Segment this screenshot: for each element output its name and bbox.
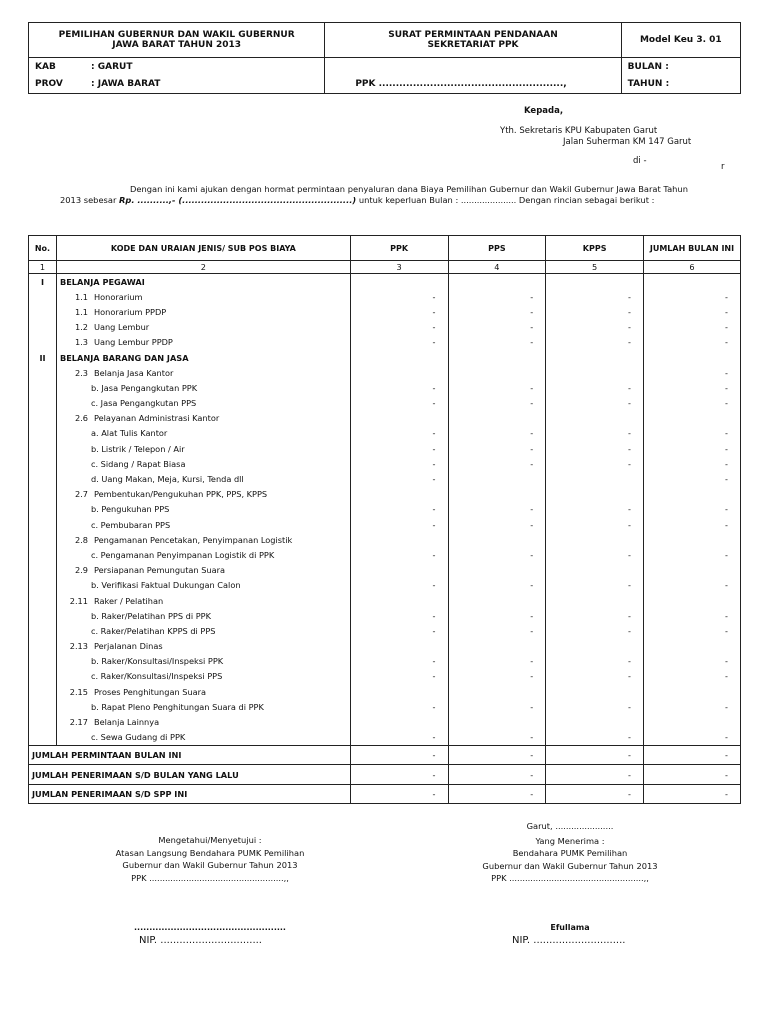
amount-text: Rp. ..........,- (......................................................) <box>119 195 357 205</box>
row-value: - <box>546 578 644 593</box>
row-value: - <box>643 654 740 669</box>
total-row <box>29 784 741 804</box>
row-value: - <box>643 623 740 638</box>
table-row <box>29 578 741 593</box>
row-description: b. Pengukuhan PPS <box>56 502 350 517</box>
total-value: - <box>546 745 644 765</box>
row-code: 2.11 <box>69 595 88 606</box>
row-description: b. Listrik / Telepon / Air <box>56 441 350 456</box>
row-value: - <box>350 578 448 593</box>
row-value: - <box>448 654 546 669</box>
row-number <box>29 320 57 335</box>
row-number: II <box>29 350 57 365</box>
row-description: 2.13 Perjalanan Dinas <box>56 639 350 654</box>
row-value <box>448 532 546 547</box>
row-description: b. Verifikasi Faktual Dukungan Calon <box>56 578 350 593</box>
prov-field: PROV : JAWA BARAT <box>29 76 325 94</box>
row-value: - <box>350 456 448 471</box>
recipient-line: Yth. Sekretaris KPU Kabupaten Garut <box>500 126 658 136</box>
table-row <box>29 699 741 714</box>
row-value <box>448 471 546 486</box>
row-value: - <box>350 669 448 684</box>
row-number <box>29 289 57 304</box>
row-value <box>448 684 546 699</box>
bulan-field: BULAN : <box>621 58 740 76</box>
total-value: - <box>350 745 448 765</box>
row-code: 1.2 <box>74 322 88 333</box>
row-value: - <box>546 547 644 562</box>
row-description: 1.1 Honorarium PPDP <box>56 304 350 319</box>
row-number <box>29 411 57 426</box>
row-value <box>350 639 448 654</box>
total-label: JUMLAN PENERIMAAN S/D SPP INI <box>29 784 351 804</box>
row-value <box>350 365 448 380</box>
row-value: - <box>546 502 644 517</box>
total-value: - <box>350 765 448 785</box>
row-description: c. Sidang / Rapat Biasa <box>56 456 350 471</box>
row-value: - <box>546 654 644 669</box>
table-row <box>29 274 741 290</box>
election-title: PEMILIHAN GUBERNUR DAN WAKIL GUBERNUR JAWA BARAT TAHUN 2013 <box>29 23 325 58</box>
row-value: - <box>350 380 448 395</box>
row-description: 2.9 Persiapanan Pemungutan Suara <box>56 563 350 578</box>
row-value: - <box>350 335 448 350</box>
left-signature-block: Mengetahui/Menyetujui : Atasan Langsung Bendahara PUMK Pemilihan Gubernur dan Wakil Gubernur Tahun 2013 PPK ...................................................,, <box>115 835 305 883</box>
table-row <box>29 350 741 365</box>
row-value: - <box>448 289 546 304</box>
row-value: - <box>643 517 740 532</box>
intro-line2: 2013 sebesar Rp. ..........,- (......................................................) untuk keperluan Bulan : ..................... Dengan rincian sebagai berikut : <box>60 195 655 205</box>
recipient-address: Jalan Suherman KM 147 Garut <box>563 137 692 147</box>
row-value <box>643 714 740 729</box>
row-value <box>546 684 644 699</box>
row-description: c. Raker/Pelatihan KPPS di PPS <box>56 623 350 638</box>
table-row <box>29 335 741 350</box>
table-row <box>29 563 741 578</box>
row-value <box>448 487 546 502</box>
header-kode: KODE DAN URAIAN JENIS/ SUB POS BIAYA <box>56 236 350 261</box>
row-value <box>546 639 644 654</box>
row-value: - <box>546 517 644 532</box>
row-value: - <box>546 426 644 441</box>
row-value: - <box>448 380 546 395</box>
row-number <box>29 714 57 729</box>
row-value: - <box>448 730 546 746</box>
table-header-row <box>29 236 741 261</box>
row-value: - <box>546 730 644 746</box>
row-number <box>29 471 57 486</box>
row-description: 1.2 Uang Lembur <box>56 320 350 335</box>
row-value: - <box>350 623 448 638</box>
total-value: - <box>643 784 740 804</box>
header-ppk: PPK <box>350 236 448 261</box>
row-description: b. Raker/Pelatihan PPS di PPK <box>56 608 350 623</box>
total-value: - <box>448 765 546 785</box>
row-number <box>29 365 57 380</box>
row-value: - <box>350 396 448 411</box>
column-number-row: 1 2 3 4 5 6 <box>29 261 741 274</box>
kab-field: KAB : GARUT <box>29 58 325 76</box>
row-number <box>29 517 57 532</box>
kepada-label: Kepada, <box>524 106 564 116</box>
row-description: 2.6 Pelayanan Administrasi Kantor <box>56 411 350 426</box>
row-value <box>448 365 546 380</box>
row-value <box>546 563 644 578</box>
row-number: I <box>29 274 57 290</box>
table-row <box>29 289 741 304</box>
row-code: 2.17 <box>69 717 88 728</box>
row-description: c. Pengamanan Penyimpanan Logistik di PPK <box>56 547 350 562</box>
total-value: - <box>643 745 740 765</box>
row-description: c. Jasa Pengangkutan PPS <box>56 396 350 411</box>
row-number <box>29 487 57 502</box>
table-row <box>29 365 741 380</box>
row-number <box>29 654 57 669</box>
table-row <box>29 639 741 654</box>
row-value <box>546 487 644 502</box>
table-row <box>29 471 741 486</box>
row-value <box>546 411 644 426</box>
row-value: - <box>448 699 546 714</box>
row-value: - <box>643 471 740 486</box>
row-value: - <box>643 547 740 562</box>
row-value: - <box>643 578 740 593</box>
row-value: - <box>350 730 448 746</box>
row-value: - <box>643 669 740 684</box>
row-value: - <box>350 471 448 486</box>
table-row <box>29 730 741 746</box>
row-value: - <box>448 426 546 441</box>
table-row <box>29 426 741 441</box>
row-number <box>29 578 57 593</box>
header-jumlah: JUMLAH BULAN INI <box>643 236 740 261</box>
row-description: 2.8 Pengamanan Pencetakan, Penyimpanan Logistik <box>56 532 350 547</box>
row-value: - <box>546 456 644 471</box>
row-description: BELANJA PEGAWAI <box>56 274 350 290</box>
row-value <box>448 593 546 608</box>
row-value <box>546 532 644 547</box>
row-value <box>448 274 546 290</box>
table-row <box>29 593 741 608</box>
total-row <box>29 765 741 785</box>
row-description: a. Alat Tulis Kantor <box>56 426 350 441</box>
ppk-field: PPK ......................................................, <box>325 76 621 94</box>
row-value: - <box>350 547 448 562</box>
table-row <box>29 517 741 532</box>
row-description: 2.17 Belanja Lainnya <box>56 714 350 729</box>
row-value: - <box>448 608 546 623</box>
row-number <box>29 441 57 456</box>
row-value: - <box>448 335 546 350</box>
row-value <box>643 563 740 578</box>
row-value <box>546 365 644 380</box>
row-description: b. Rapat Pleno Penghitungan Suara di PPK <box>56 699 350 714</box>
row-value: - <box>643 304 740 319</box>
total-value: - <box>448 784 546 804</box>
row-description: c. Raker/Konsultasi/Inspeksi PPS <box>56 669 350 684</box>
row-value: - <box>643 502 740 517</box>
intro-line1: Dengan ini kami ajukan dengan hormat permintaan penyaluran dana Biaya Pemilihan Gubernur dan Wakil Gubernur Jawa Barat Tahun <box>130 184 688 194</box>
row-number <box>29 532 57 547</box>
row-value: - <box>350 320 448 335</box>
row-value <box>643 350 740 365</box>
row-description: 2.11 Raker / Pelatihan <box>56 593 350 608</box>
recipient-di: di - <box>633 156 647 166</box>
row-value <box>350 684 448 699</box>
row-value: - <box>350 654 448 669</box>
row-value: - <box>546 320 644 335</box>
row-code: 2.6 <box>74 413 88 424</box>
row-value <box>350 350 448 365</box>
row-value: - <box>448 547 546 562</box>
table-row <box>29 684 741 699</box>
document-title: SURAT PERMINTAAN PENDANAAN SEKRETARIAT PPK <box>325 23 621 58</box>
total-label: JUMLAH PENERIMAAN S/D BULAN YANG LALU <box>29 765 351 785</box>
row-value: - <box>546 304 644 319</box>
row-value <box>643 532 740 547</box>
table-row <box>29 502 741 517</box>
left-nip: NIP. ................................ <box>139 935 262 946</box>
row-description: 2.7 Pembentukan/Pengukuhan PPK, PPS, KPPS <box>56 487 350 502</box>
row-number <box>29 396 57 411</box>
row-value: - <box>448 320 546 335</box>
table-row <box>29 714 741 729</box>
total-label: JUMLAH PERMINTAAN BULAN INI <box>29 745 351 765</box>
row-value <box>546 350 644 365</box>
row-value <box>643 487 740 502</box>
row-value: - <box>448 669 546 684</box>
row-number <box>29 547 57 562</box>
row-value: - <box>350 289 448 304</box>
row-number <box>29 563 57 578</box>
row-value: - <box>643 456 740 471</box>
row-description: 2.3 Belanja Jasa Kantor <box>56 365 350 380</box>
table-row <box>29 547 741 562</box>
row-code: 1.3 <box>74 337 88 348</box>
row-code: 2.13 <box>69 641 88 652</box>
total-value: - <box>546 784 644 804</box>
total-value: - <box>546 765 644 785</box>
row-value <box>350 411 448 426</box>
row-value: - <box>448 502 546 517</box>
total-value: - <box>643 765 740 785</box>
row-value: - <box>448 456 546 471</box>
row-value: - <box>350 699 448 714</box>
row-value: - <box>643 699 740 714</box>
row-value <box>448 714 546 729</box>
row-value: - <box>643 320 740 335</box>
row-value: - <box>448 396 546 411</box>
row-value: - <box>643 396 740 411</box>
table-row <box>29 654 741 669</box>
row-number <box>29 669 57 684</box>
table-row <box>29 441 741 456</box>
row-value: - <box>643 289 740 304</box>
row-number <box>29 623 57 638</box>
row-number <box>29 608 57 623</box>
row-code: 1.1 <box>74 291 88 302</box>
row-value: - <box>448 441 546 456</box>
table-row <box>29 396 741 411</box>
row-value: - <box>350 517 448 532</box>
budget-table <box>28 235 741 804</box>
right-signature-name: Efullama <box>550 923 590 932</box>
tahun-field: TAHUN : <box>621 76 740 94</box>
row-code: 2.9 <box>74 565 88 576</box>
row-value <box>546 274 644 290</box>
row-value: - <box>643 730 740 746</box>
row-value <box>546 714 644 729</box>
total-row <box>29 745 741 765</box>
table-row <box>29 623 741 638</box>
row-value: - <box>643 441 740 456</box>
row-value <box>448 350 546 365</box>
row-value: - <box>546 289 644 304</box>
table-row <box>29 320 741 335</box>
table-row <box>29 532 741 547</box>
row-number <box>29 380 57 395</box>
row-value <box>448 563 546 578</box>
row-description: c. Sewa Gudang di PPK <box>56 730 350 746</box>
row-value: - <box>350 304 448 319</box>
header-pps: PPS <box>448 236 546 261</box>
row-number <box>29 502 57 517</box>
row-value: - <box>643 380 740 395</box>
total-value: - <box>448 745 546 765</box>
model-code: Model Keu 3. 01 <box>621 23 740 58</box>
row-value: - <box>546 441 644 456</box>
row-value: - <box>546 608 644 623</box>
header-kpps: KPPS <box>546 236 644 261</box>
row-value <box>546 471 644 486</box>
row-description: 1.3 Uang Lembur PPDP <box>56 335 350 350</box>
row-value: - <box>546 699 644 714</box>
table-row <box>29 304 741 319</box>
row-description: BELANJA BARANG DAN JASA <box>56 350 350 365</box>
row-value <box>350 487 448 502</box>
row-number <box>29 730 57 746</box>
table-row <box>29 487 741 502</box>
row-value: - <box>546 335 644 350</box>
margin-mark: r <box>721 162 725 172</box>
header-table <box>28 22 741 94</box>
row-value: - <box>350 608 448 623</box>
row-value <box>643 411 740 426</box>
row-value <box>643 684 740 699</box>
row-value <box>350 714 448 729</box>
total-value: - <box>350 784 448 804</box>
row-description: 1.1 Honorarium <box>56 289 350 304</box>
row-value: - <box>448 578 546 593</box>
row-value <box>350 532 448 547</box>
row-number <box>29 426 57 441</box>
row-number <box>29 684 57 699</box>
row-value: - <box>350 426 448 441</box>
row-value <box>546 593 644 608</box>
left-signature-name: .................................................. <box>134 923 286 932</box>
row-description: 2.15 Proses Penghitungan Suara <box>56 684 350 699</box>
row-value: - <box>643 335 740 350</box>
row-value: - <box>643 365 740 380</box>
table-row <box>29 608 741 623</box>
row-value <box>643 274 740 290</box>
row-value <box>448 411 546 426</box>
row-value: - <box>448 623 546 638</box>
row-number <box>29 593 57 608</box>
row-value <box>350 593 448 608</box>
row-value: - <box>350 502 448 517</box>
row-code: 2.15 <box>69 686 88 697</box>
row-value <box>643 593 740 608</box>
row-code: 2.8 <box>74 534 88 545</box>
row-value: - <box>448 517 546 532</box>
row-description: d. Uang Makan, Meja, Kursi, Tenda dll <box>56 471 350 486</box>
row-value <box>448 639 546 654</box>
right-signature-block: Garut, ...................... Yang Menerima : Bendahara PUMK Pemilihan Gubernur dan Wakil Gubernur Tahun 2013 PPK ...................................................,, <box>482 821 658 883</box>
table-row <box>29 456 741 471</box>
row-value: - <box>350 441 448 456</box>
row-description: c. Pembubaran PPS <box>56 517 350 532</box>
table-row <box>29 380 741 395</box>
row-number <box>29 699 57 714</box>
row-value: - <box>546 623 644 638</box>
row-code: 2.3 <box>74 367 88 378</box>
table-row <box>29 669 741 684</box>
row-description: b. Jasa Pengangkutan PPK <box>56 380 350 395</box>
row-number <box>29 304 57 319</box>
row-value <box>643 639 740 654</box>
row-code: 1.1 <box>74 306 88 317</box>
row-value: - <box>448 304 546 319</box>
row-value: - <box>546 396 644 411</box>
row-value: - <box>643 608 740 623</box>
row-value: - <box>546 669 644 684</box>
row-number <box>29 335 57 350</box>
header-no: No. <box>29 236 57 261</box>
row-description: b. Raker/Konsultasi/Inspeksi PPK <box>56 654 350 669</box>
row-number <box>29 456 57 471</box>
row-code: 2.7 <box>74 489 88 500</box>
row-value: - <box>643 426 740 441</box>
row-value <box>350 563 448 578</box>
row-value: - <box>546 380 644 395</box>
right-nip: NIP. ............................. <box>512 935 626 946</box>
table-row <box>29 411 741 426</box>
row-number <box>29 639 57 654</box>
row-value <box>350 274 448 290</box>
